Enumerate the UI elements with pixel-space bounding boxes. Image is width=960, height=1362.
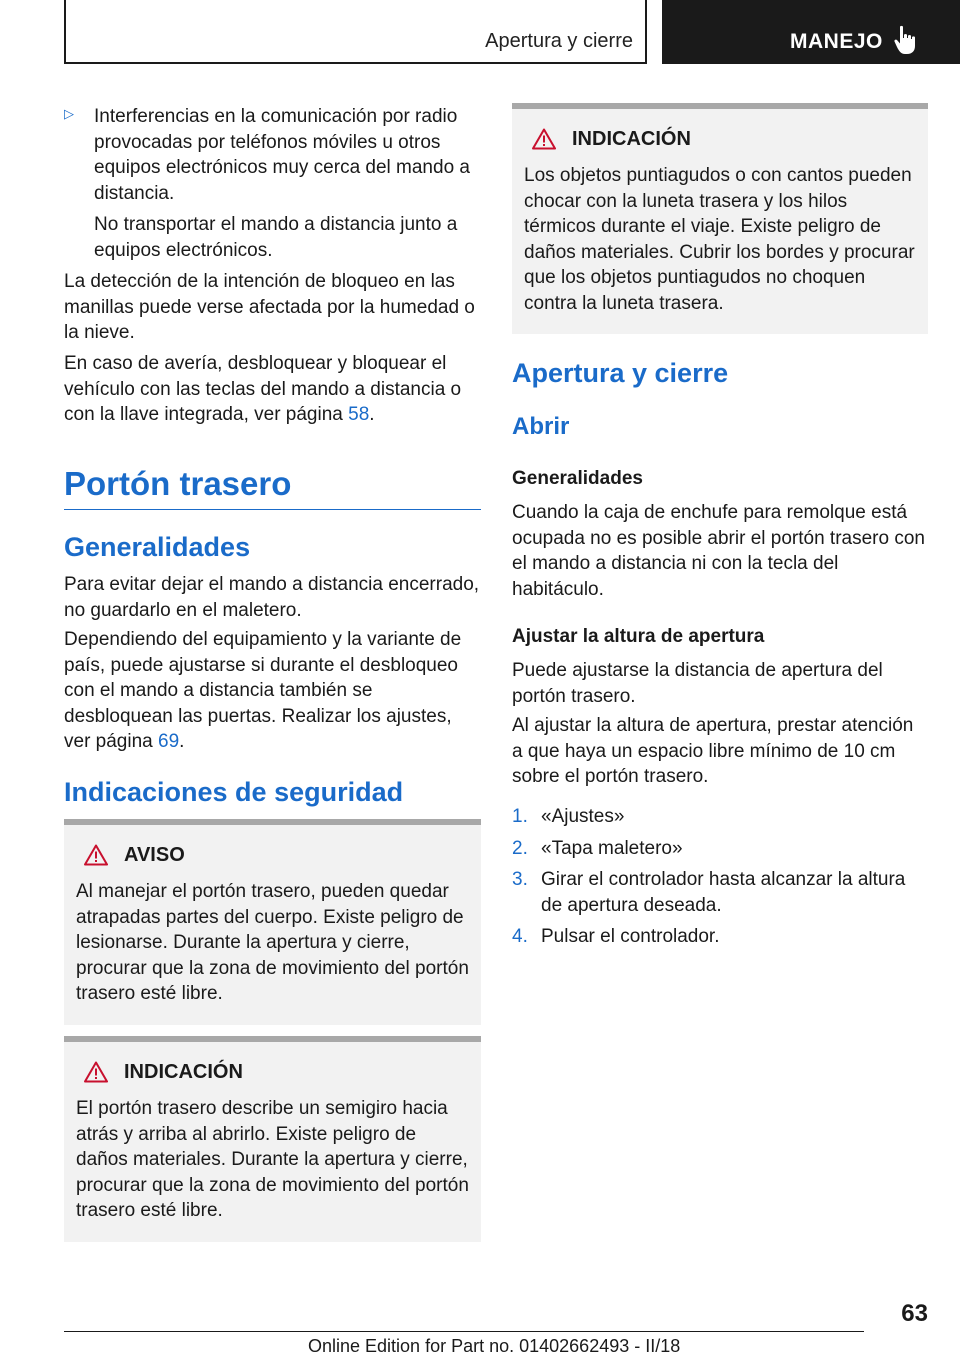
- paragraph-height-1: Puede ajustarse la distancia de apertura del portón trasero.: [512, 660, 883, 707]
- header-chapter-label: MANEJO: [790, 30, 883, 53]
- paragraph-lock-detection: La detección de la intención de bloqueo en las manillas puede verse afectada por la humedad o la nieve.: [64, 271, 475, 344]
- warning-box-indicacion: [64, 1036, 481, 1242]
- heading-general-right: Generalidades: [512, 468, 643, 489]
- page-number: 63: [901, 1300, 928, 1327]
- pointing-hand-icon: [894, 25, 920, 55]
- paragraph-settings: Dependiendo del equipamiento y la variante de país, puede ajustarse si durante el desbloqueo con el mando a distancia también se desbloquean las puertas. Realizar los ajustes, ver página 69.: [64, 629, 462, 753]
- paragraph-key-trunk: Para evitar dejar el mando a distancia encerrado, no guardarlo en el maletero.: [64, 574, 480, 621]
- heading-open-close: Apertura y cierre: [512, 358, 729, 388]
- bullet-interference: [64, 104, 481, 264]
- box-text: Al manejar el portón trasero, pueden quedar atrapadas partes del cuerpo. Existe peligro de lesionarse. Durante la apertura y cierre, procurar que la zona de movimiento del portón trasero esté libre.: [76, 881, 469, 1005]
- list-item: 1. «Ajustes»: [512, 806, 625, 827]
- header-section-label: Apertura y cierre: [485, 30, 633, 52]
- list-item: 2. «Tapa maletero»: [512, 837, 683, 859]
- heading-open: Abrir: [512, 413, 570, 440]
- page-link-69[interactable]: 69: [158, 731, 180, 753]
- header-section-tab: [64, 0, 647, 64]
- heading-general: Generalidades: [64, 532, 251, 562]
- notice-box-rear-window: [512, 103, 928, 334]
- warning-triangle-icon: [84, 1061, 108, 1083]
- box-title: INDICACIÓN: [124, 1060, 243, 1083]
- bullet-text: Interferencias en la comunicación por radio provocadas por teléfonos móviles u otros equipos electrónicos muy cerca del mando a distancia.: [94, 106, 470, 204]
- box-text: Los objetos puntiagudos o con cantos pueden chocar con la luneta trasera y los hilos térmicos durante el viaje. Existe peligro de daños materiales. Cubrir los bordes y procurar que los objetos puntiagudos no choquen contra la luneta trasera.: [524, 165, 915, 314]
- section-title-tailgate: Portón trasero: [64, 465, 292, 502]
- warning-triangle-icon: [84, 844, 108, 866]
- heading-opening-height: Ajustar la altura de apertura: [512, 626, 765, 647]
- paragraph-height-2: Al ajustar la altura de apertura, prestar atención a que haya un espacio libre mínimo de 10 cm sobre el portón trasero.: [512, 715, 914, 788]
- page-link-58[interactable]: 58: [348, 404, 370, 426]
- bullet-note: No transportar el mando a distancia junto a equipos electrónicos.: [94, 214, 458, 261]
- section-rule: [64, 509, 481, 510]
- warning-box-aviso: [64, 819, 481, 1025]
- header-chapter-tab: [662, 0, 960, 64]
- footer-rule: [64, 1331, 864, 1332]
- triangle-bullet-icon: ▷: [64, 106, 74, 121]
- warning-triangle-icon: [532, 128, 556, 150]
- paragraph-trailer-socket: Cuando la caja de enchufe para remolque está ocupada no es posible abrir el portón trasero con el mando a distancia ni con la tecla del habitáculo.: [512, 502, 925, 600]
- paragraph-malfunction: En caso de avería, desbloquear y bloquear el vehículo con las teclas del mando a distancia o con la llave integrada, ver página 58.: [64, 353, 462, 426]
- box-title: INDICACIÓN: [572, 127, 691, 150]
- box-title: AVISO: [124, 843, 185, 866]
- box-text: El portón trasero describe un semigiro hacia atrás y arriba al abrirlo. Existe peligro de daños materiales. Durante la apertura y cierre, procurar que la zona de movimiento del portón trasero esté libre.: [76, 1098, 469, 1222]
- steps-list: [512, 804, 928, 956]
- list-item: 4. Pulsar el controlador.: [512, 926, 720, 948]
- heading-safety: Indicaciones de seguridad: [64, 777, 404, 807]
- footer-edition: Online Edition for Part no. 01402662493 - II/18: [308, 1336, 681, 1356]
- list-item: 3. Girar el controlador hasta alcanzar la altura de apertura deseada.: [512, 869, 906, 916]
